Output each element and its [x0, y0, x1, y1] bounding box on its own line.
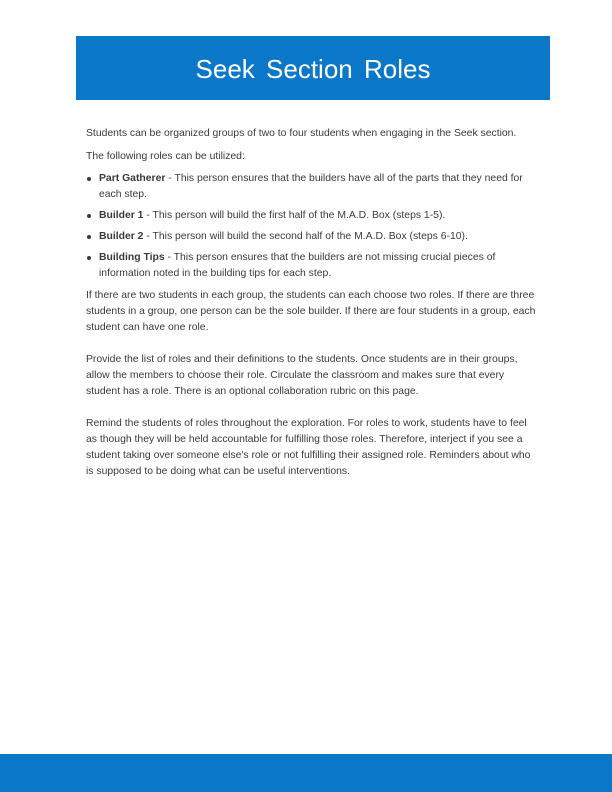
page-content — [86, 126, 538, 496]
role-description: - This person will build the second half of the M.A.D. Box (steps 6-10). — [143, 231, 468, 242]
role-item — [86, 250, 538, 282]
assign-roles-paragraph: Provide the list of roles and their definitions to the students. Once students are in their groups, allow the members to choose their role. Circulate the classroom and makes sure that every student has a role. There is an optional collaboration rubric on this page. — [86, 354, 518, 397]
group-size-paragraph: If there are two students in each group, the students can each choose two roles. If there are three students in a group, one person can be the sole builder. If there are four students in a group, each student can have one role. — [86, 290, 536, 333]
remind-roles-paragraph: Remind the students of roles throughout the exploration. For roles to work, students have to feel as though they will be held accountable for fulfilling those roles. Therefore, interject if you see a student taking over someone else's role or not fulfilling their assigned role. Reminders about who is supposed to be doing what can be useful interventions. — [86, 418, 531, 477]
intro-paragraph: Students can be organized groups of two to four students when engaging in the Seek section. — [86, 128, 517, 139]
role-description: - This person ensures that the builders have all of the parts that they need for each step. — [99, 173, 523, 200]
header-band — [76, 36, 550, 100]
role-name: Building Tips — [99, 252, 165, 263]
role-item — [86, 208, 538, 224]
role-item — [86, 171, 538, 203]
role-name: Builder 1 — [99, 210, 144, 221]
role-item — [86, 229, 538, 245]
roles-intro: The following roles can be utilized: — [86, 151, 245, 162]
role-name: Part Gatherer — [99, 173, 166, 184]
role-name: Builder 2 — [99, 231, 144, 242]
roles-list — [86, 171, 538, 282]
role-description: - This person ensures that the builders are not missing crucial pieces of information noted in the building tips for each step. — [99, 252, 496, 279]
role-description: - This person will build the first half of the M.A.D. Box (steps 1-5). — [143, 210, 446, 221]
footer-band — [0, 754, 612, 792]
page-title: Seek Section Roles — [195, 53, 431, 84]
